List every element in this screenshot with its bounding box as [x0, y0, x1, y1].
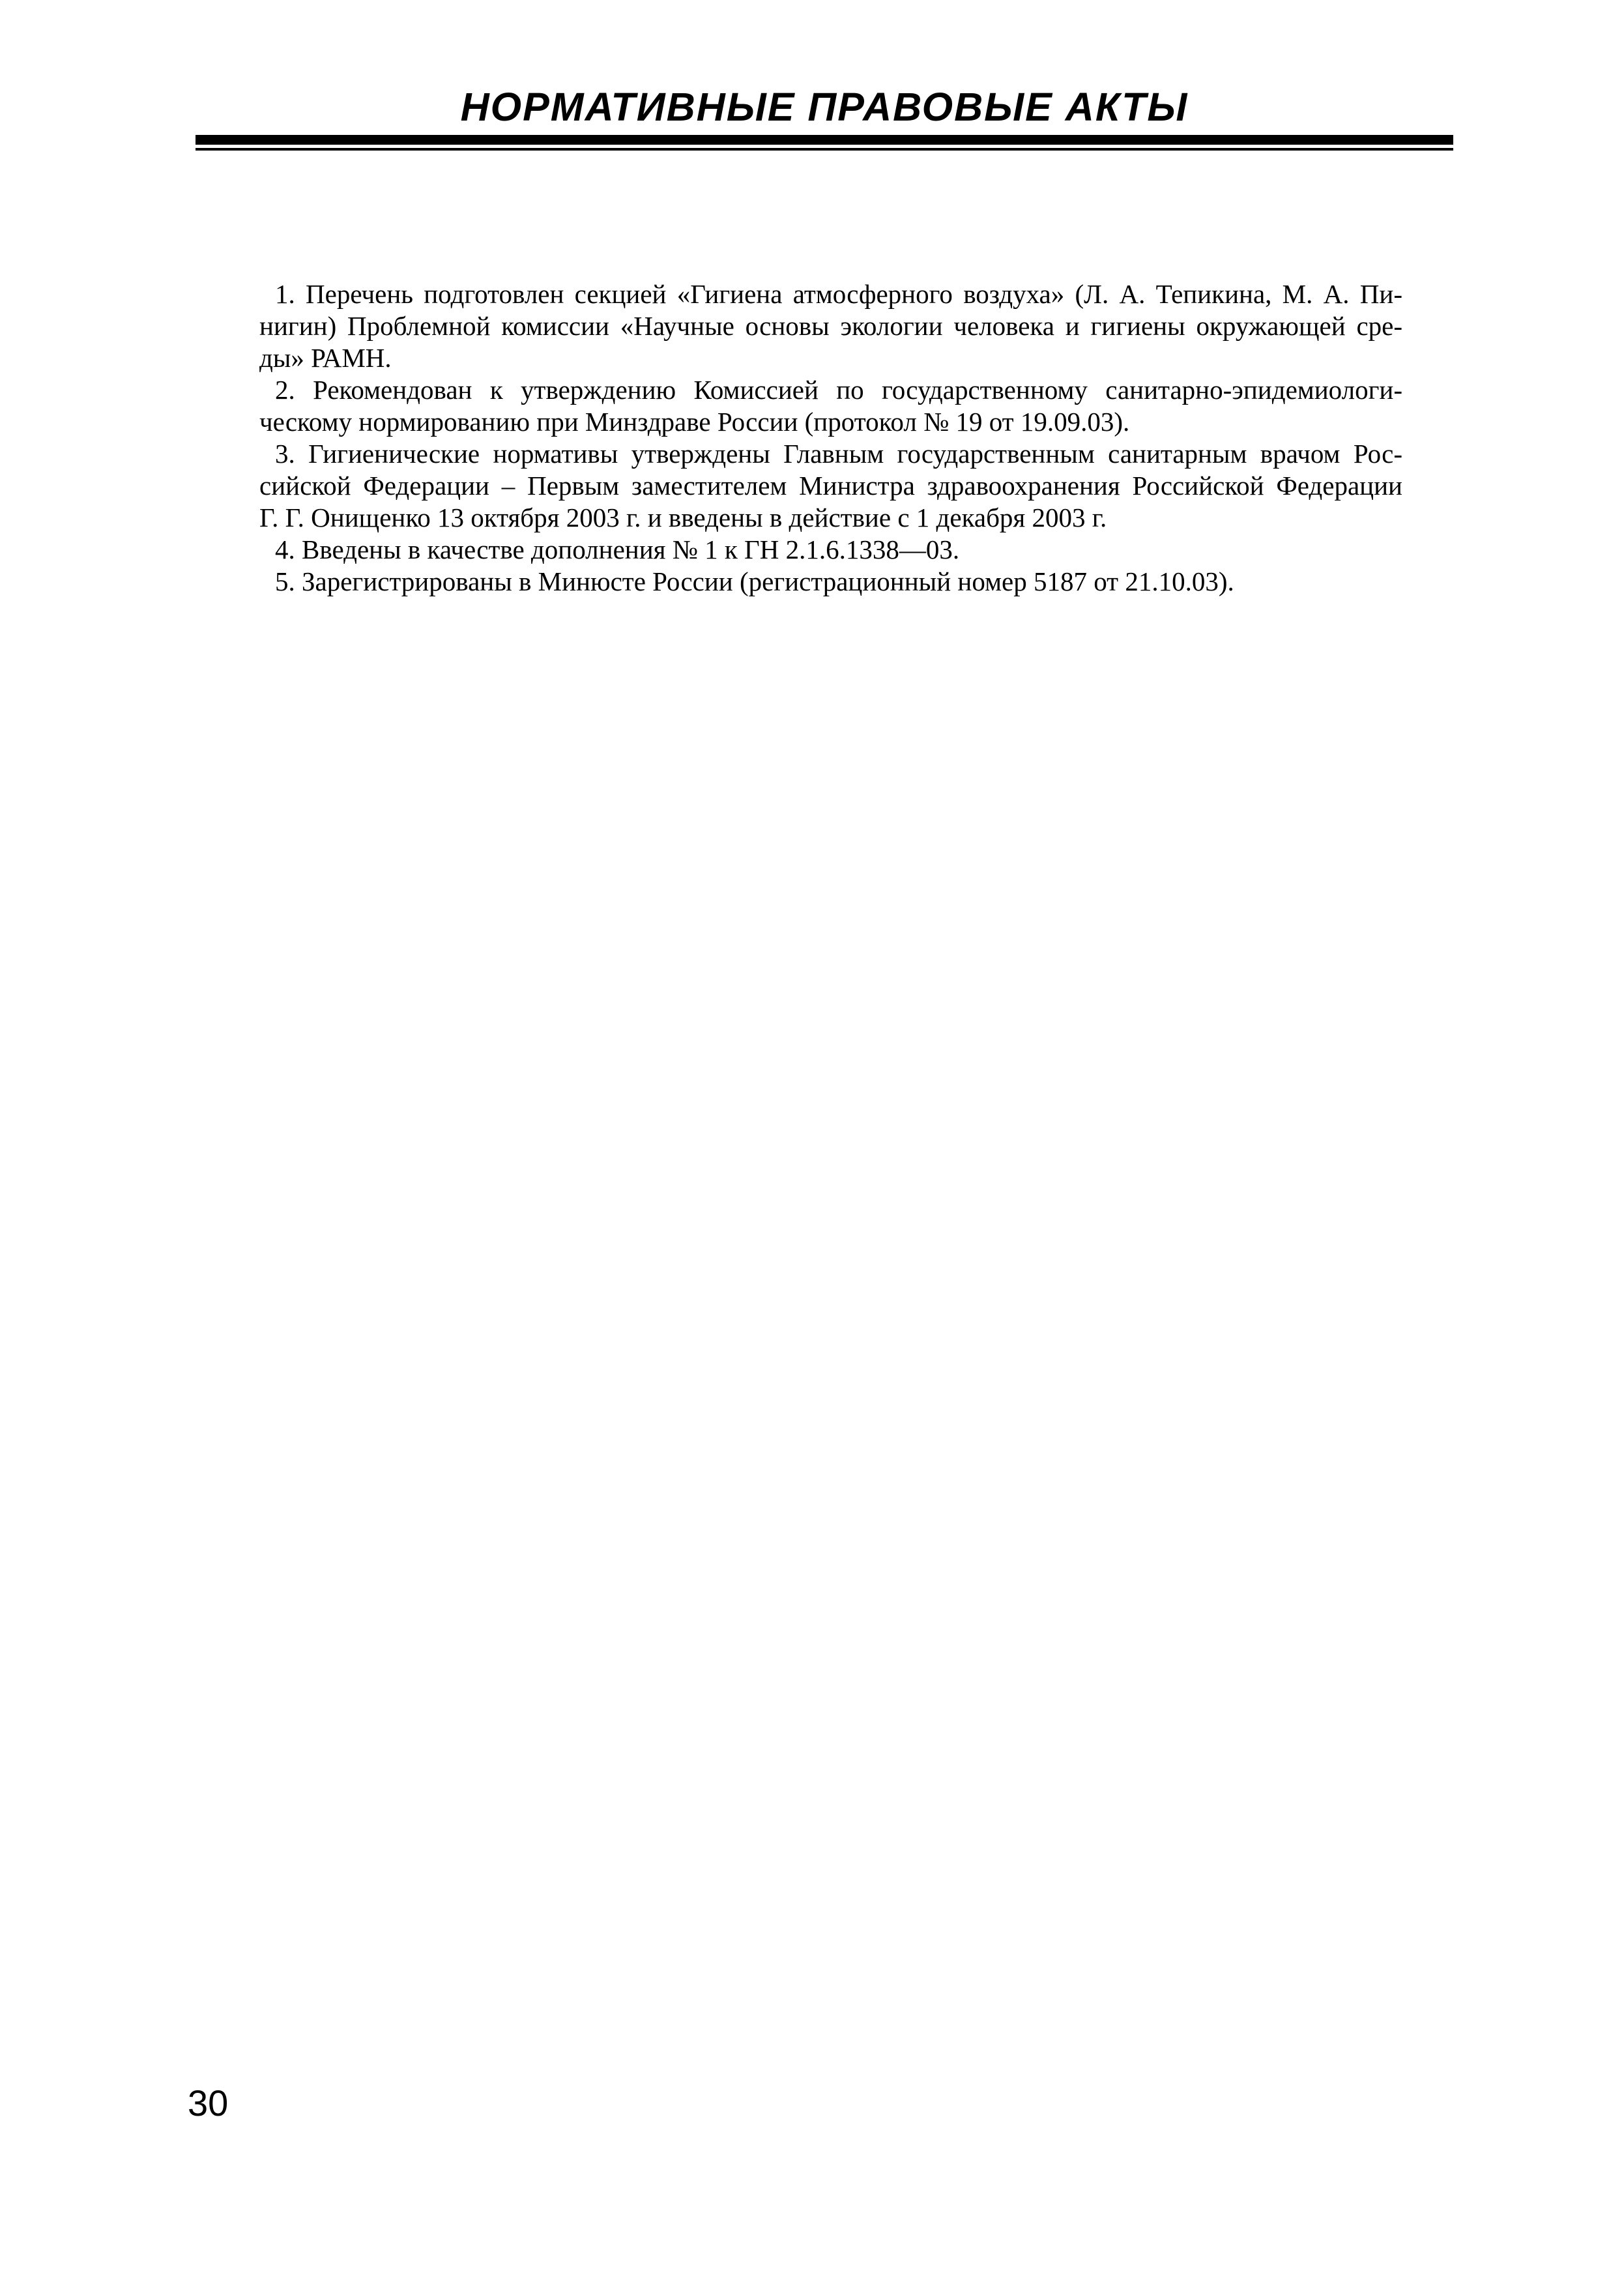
note-5 — [259, 566, 1402, 598]
note-2 — [259, 374, 1402, 438]
page-number: 30 — [188, 2082, 229, 2123]
note-4 — [259, 534, 1402, 566]
note-line: 4. Введены в качестве дополнения № 1 к ГН 2.1.6.1338—03. — [275, 534, 960, 564]
header-rule-thin — [196, 148, 1453, 151]
note-line: нигин) Проблемной комиссии «Научные основы экологии человека и гигиены окружающей сре- — [259, 311, 1402, 341]
note-3 — [259, 438, 1402, 534]
notes-list — [259, 278, 1402, 598]
note-line: 1. Перечень подготовлен секцией «Гигиена атмосферного воздуха» (Л. А. Тепикина, М. А. Пи- — [275, 279, 1402, 309]
note-line: Г. Г. Онищенко 13 октября 2003 г. и введены в действие с 1 декабря 2003 г. — [259, 503, 1107, 533]
note-line: 3. Гигиенические нормативы утверждены Главным государственным санитарным врачом Рос- — [275, 439, 1402, 469]
note-line: 2. Рекомендован к утверждению Комиссией по государственному санитарно-эпидемиологи- — [275, 375, 1402, 405]
note-line: сийской Федерации – Первым заместителем Министра здравоохранения Российской Федерации — [259, 471, 1402, 501]
section-title: НОРМАТИВНЫЕ ПРАВОВЫЕ АКТЫ — [460, 85, 1189, 129]
note-line: ды» РАМН. — [259, 343, 392, 373]
note-line: 5. Зарегистрированы в Минюсте России (регистрационный номер 5187 от 21.10.03). — [275, 566, 1234, 596]
header-rule-thick — [196, 135, 1453, 145]
note-line: ческому нормированию при Минздраве России (протокол № 19 от 19.09.03). — [259, 407, 1130, 437]
note-1 — [259, 278, 1402, 374]
